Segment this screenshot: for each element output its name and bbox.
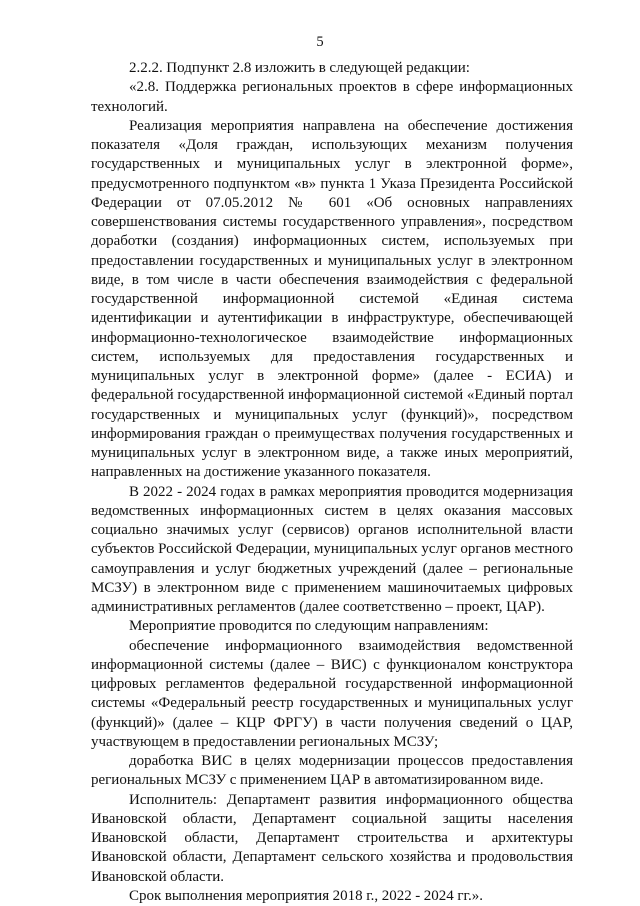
paragraph-directions-intro: Мероприятие проводится по следующим направлениям: <box>129 618 489 635</box>
page-number: 5 <box>316 34 324 50</box>
paragraph-modernization-2022-2024: В 2022 - 2024 годах в рамках мероприятия проводится модернизация ведомственных информационных систем в целях оказания массовых социально значимых услуг (сервисов) органов исполнительной власти субъектов Российской Федерации, муниципальных услуг органов местного самоуправления и услуг бюджетных учреждений (далее – региональные МСЗУ) в электронном виде с применением машиночитаемых цифровых административных регламентов (далее соответственно – проект, ЦАР). <box>91 483 573 615</box>
paragraph-deadline: Срок выполнения мероприятия 2018 г., 2022 - 2024 гг.». <box>129 887 483 904</box>
paragraph-direction-improvement: доработка ВИС в целях модернизации процессов предоставления региональных МСЗУ с применением ЦАР в автоматизированном виде. <box>91 753 573 789</box>
paragraph-section-heading: «2.8. Поддержка региональных проектов в сфере информационных технологий. <box>91 79 573 115</box>
paragraph-executors: Исполнитель: Департамент развития информационного общества Ивановской области, Департамент социальной защиты населения Ивановской области, Департамент строительства и архитектуры Ивановской области, Департамент сельского хозяйства и продовольствия Ивановской области. <box>91 791 573 885</box>
paragraph-amendment-instruction: 2.2.2. Подпункт 2.8 изложить в следующей редакции: <box>129 60 470 76</box>
paragraph-direction-integration: обеспечение информационного взаимодействия ведомственной информационной системы (далее – ВИС) с функционалом конструктора цифровых регламентов федеральной государственной информационной системы «Федеральный реестр государственных и муниципальных услуг (функций)» (далее – КЦР ФРГУ) в части получения сведений о ЦАР, участвующем в предоставлении региональных МСЗУ; <box>91 637 573 750</box>
paragraph-measure-purpose: Реализация мероприятия направлена на обеспечение достижения показателя «Доля граждан, использующих механизм получения государственных и муниципальных услуг в электронной форме», предусмотренного подпунктом «в» пункта 1 Указа Президента Российской Федерации от 07.05.2012 № 601 «Об основных направлениях совершенствования системы государственного управления», посредством доработки (создания) информационных систем, используемых при предоставлении государственных и муниципальных услуг в электронном виде, в том числе в части обеспечения взаимодействия с федеральной государственной информационной системой «Единая система идентификации и аутентификации в инфраструктуре, обеспечивающей информационно-технологическое взаимодействие информационных систем, используемых для предоставления государственных и муниципальных услуг в электронной форме» (далее - ЕСИА) и федеральной государственной информационной системой «Единый портал государственных и муниципальных услуг (функций)», посредством информирования граждан о преимуществах получения государственных и муниципальных услуг в электронном виде, а также иных мероприятий, направленных на достижение указанного показателя. <box>91 117 573 481</box>
document-body <box>91 59 573 906</box>
